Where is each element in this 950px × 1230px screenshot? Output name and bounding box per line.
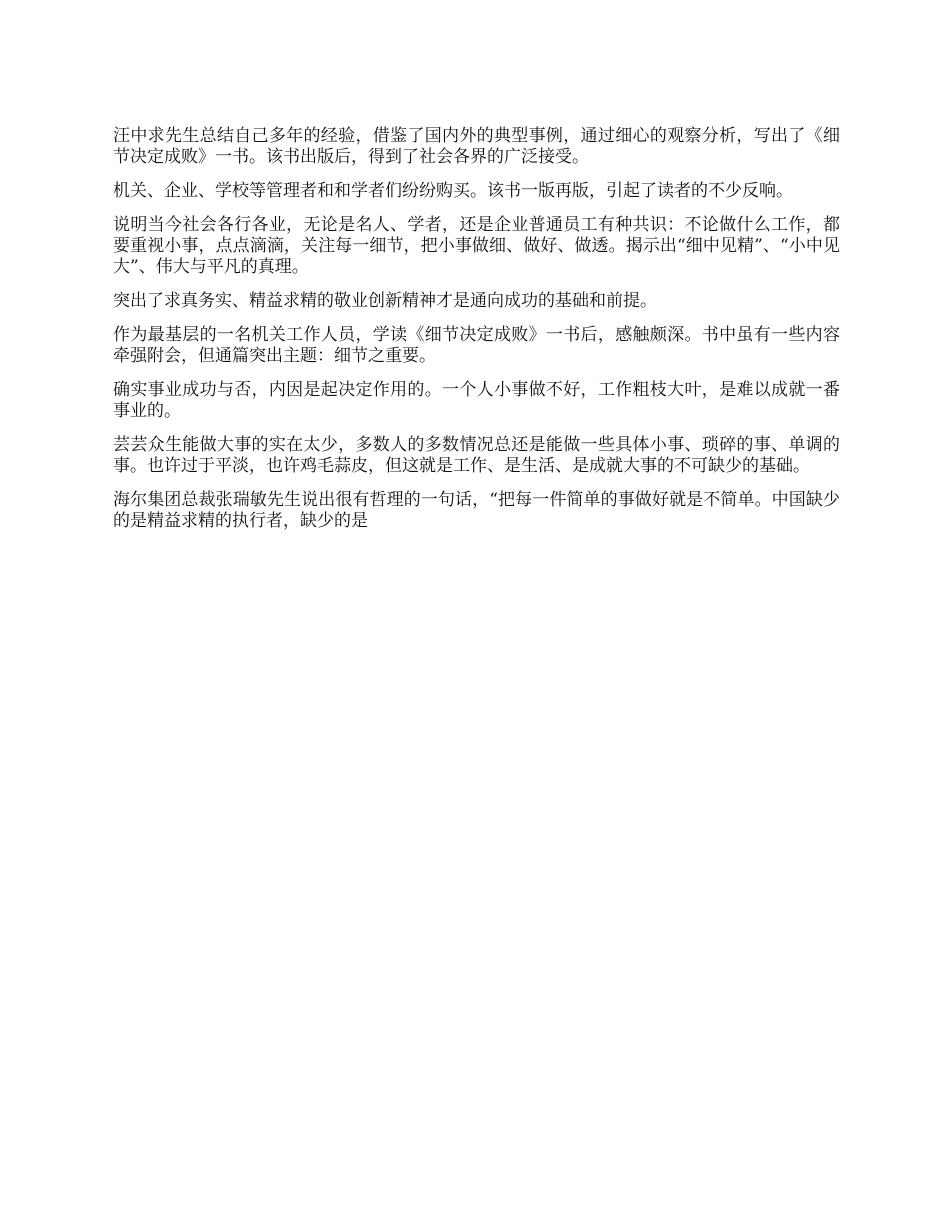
paragraph-2: 机关、企业、学校等管理者和和学者们纷纷购买。该书一版再版，引起了读者的不少反响。	[113, 181, 793, 201]
paragraph-8: 海尔集团总裁张瑞敏先生说出很有哲理的一句话，“把每一件简单的事做好就是不简单。中国缺少的是精益求精的执行者，缺少的是	[113, 490, 840, 531]
paragraph-4: 突出了求真务实、精益求精的敬业创新精神才是通向成功的基础和前提。	[113, 291, 657, 311]
paragraph-7: 芸芸众生能做大事的实在太少，多数人的多数情况总还是能做一些具体小事、琐碎的事、单调的事。也许过于平淡，也许鸡毛蒜皮，但这就是工作、是生活、是成就大事的不可缺少的基础。	[113, 435, 840, 476]
paragraph-3: 说明当今社会各行各业，无论是名人、学者，还是企业普通员工有种共识：不论做什么工作，都要重视小事，点点滴滴，关注每一细节，把小事做细、做好、做透。揭示出“细中见精”、“小中见大”、伟大与平凡的真理。	[113, 215, 840, 277]
document-body	[113, 126, 840, 545]
paragraph-6: 确实事业成功与否，内因是起决定作用的。一个人小事做不好，工作粗枝大叶，是难以成就一番事业的。	[113, 380, 840, 421]
paragraph-1: 汪中求先生总结自己多年的经验，借鉴了国内外的典型事例，通过细心的观察分析，写出了《细节决定成败》一书。该书出版后，得到了社会各界的广泛接受。	[113, 126, 840, 167]
paragraph-5: 作为最基层的一名机关工作人员，学读《细节决定成败》一书后，感触颇深。书中虽有一些内容牵强附会，但通篇突出主题：细节之重要。	[113, 325, 840, 366]
